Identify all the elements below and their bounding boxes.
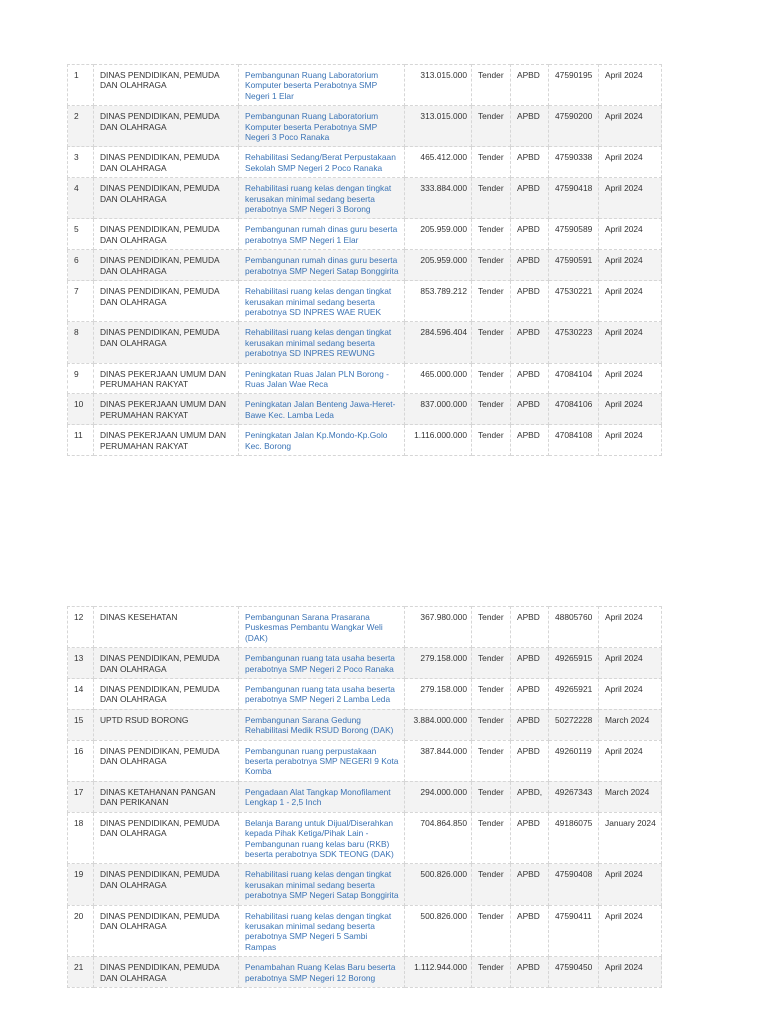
- budget-value-cell: 465.412.000: [405, 147, 472, 178]
- table-row: [68, 781, 662, 812]
- table-row: [68, 281, 662, 322]
- table-row: [68, 147, 662, 178]
- funding-source-cell: APBD: [511, 106, 549, 147]
- schedule-date-cell: April 2024: [599, 425, 662, 456]
- agency-cell: DINAS KETAHANAN PANGAN DAN PERIKANAN: [94, 781, 239, 812]
- budget-value-cell: 387.844.000: [405, 740, 472, 781]
- row-number-cell: 19: [68, 864, 94, 905]
- procurement-method-cell: Tender: [472, 679, 511, 710]
- schedule-date-cell: April 2024: [599, 147, 662, 178]
- package-code-cell: 47530223: [549, 322, 599, 363]
- budget-value-cell: 279.158.000: [405, 648, 472, 679]
- budget-value-cell: 853.789.212: [405, 281, 472, 322]
- agency-cell: DINAS PENDIDIKAN, PEMUDA DAN OLAHRAGA: [94, 178, 239, 219]
- agency-cell: DINAS PENDIDIKAN, PEMUDA DAN OLAHRAGA: [94, 864, 239, 905]
- table-row: [68, 648, 662, 679]
- schedule-date-cell: April 2024: [599, 322, 662, 363]
- budget-value-cell: 704.864.850: [405, 812, 472, 864]
- table-row: [68, 65, 662, 106]
- package-code-cell: 47590195: [549, 65, 599, 106]
- package-name-link[interactable]: Pembangunan ruang perpustakaan beserta perabotnya SMP NEGERI 9 Kota Komba: [239, 740, 405, 781]
- row-number-cell: 11: [68, 425, 94, 456]
- package-code-cell: 47590591: [549, 250, 599, 281]
- funding-source-cell: APBD: [511, 740, 549, 781]
- package-name-link[interactable]: Pembangunan Sarana Prasarana Puskesmas Pembantu Wangkar Weli (DAK): [239, 607, 405, 648]
- package-name-link[interactable]: Belanja Barang untuk Dijual/Diserahkan kepada Pihak Ketiga/Pihak Lain - Pembangunan ruang kelas baru (RKB) beserta perabotnya SDK TEONG (DAK): [239, 812, 405, 864]
- package-code-cell: 47530221: [549, 281, 599, 322]
- budget-value-cell: 333.884.000: [405, 178, 472, 219]
- schedule-date-cell: April 2024: [599, 106, 662, 147]
- schedule-date-cell: April 2024: [599, 648, 662, 679]
- schedule-date-cell: April 2024: [599, 957, 662, 988]
- funding-source-cell: APBD: [511, 425, 549, 456]
- budget-value-cell: 837.000.000: [405, 394, 472, 425]
- agency-cell: DINAS PEKERJAAN UMUM DAN PERUMAHAN RAKYAT: [94, 425, 239, 456]
- procurement-method-cell: Tender: [472, 219, 511, 250]
- budget-value-cell: 313.015.000: [405, 65, 472, 106]
- procurement-table-2: [67, 606, 662, 988]
- schedule-date-cell: April 2024: [599, 250, 662, 281]
- procurement-method-cell: Tender: [472, 147, 511, 178]
- budget-value-cell: 500.826.000: [405, 864, 472, 905]
- table-row: [68, 363, 662, 394]
- procurement-method-cell: Tender: [472, 781, 511, 812]
- package-name-link[interactable]: Rehabilitasi ruang kelas dengan tingkat kerusakan minimal sedang beserta perabotnya SMP Negeri 5 Sambi Rampas: [239, 905, 405, 957]
- package-code-cell: 47084108: [549, 425, 599, 456]
- procurement-method-cell: Tender: [472, 322, 511, 363]
- funding-source-cell: APBD,: [511, 781, 549, 812]
- budget-value-cell: 3.884.000.000: [405, 709, 472, 740]
- funding-source-cell: APBD: [511, 147, 549, 178]
- package-code-cell: 47590411: [549, 905, 599, 957]
- funding-source-cell: APBD: [511, 250, 549, 281]
- schedule-date-cell: April 2024: [599, 219, 662, 250]
- procurement-method-cell: Tender: [472, 394, 511, 425]
- row-number-cell: 2: [68, 106, 94, 147]
- procurement-method-cell: Tender: [472, 363, 511, 394]
- funding-source-cell: APBD: [511, 957, 549, 988]
- agency-cell: DINAS PENDIDIKAN, PEMUDA DAN OLAHRAGA: [94, 322, 239, 363]
- agency-cell: DINAS PENDIDIKAN, PEMUDA DAN OLAHRAGA: [94, 740, 239, 781]
- procurement-method-cell: Tender: [472, 648, 511, 679]
- package-name-link[interactable]: Penambahan Ruang Kelas Baru beserta perabotnya SMP Negeri 12 Borong: [239, 957, 405, 988]
- agency-cell: DINAS PENDIDIKAN, PEMUDA DAN OLAHRAGA: [94, 250, 239, 281]
- budget-value-cell: 205.959.000: [405, 219, 472, 250]
- package-name-link[interactable]: Peningkatan Jalan Kp.Mondo-Kp.Golo Kec. Borong: [239, 425, 405, 456]
- table-row: [68, 740, 662, 781]
- budget-value-cell: 500.826.000: [405, 905, 472, 957]
- table-row: [68, 607, 662, 648]
- agency-cell: DINAS PENDIDIKAN, PEMUDA DAN OLAHRAGA: [94, 812, 239, 864]
- agency-cell: DINAS PENDIDIKAN, PEMUDA DAN OLAHRAGA: [94, 957, 239, 988]
- row-number-cell: 3: [68, 147, 94, 178]
- procurement-table-1: [67, 64, 662, 456]
- procurement-method-cell: Tender: [472, 957, 511, 988]
- agency-cell: DINAS PEKERJAAN UMUM DAN PERUMAHAN RAKYAT: [94, 394, 239, 425]
- package-code-cell: 47084104: [549, 363, 599, 394]
- package-code-cell: 47590200: [549, 106, 599, 147]
- row-number-cell: 20: [68, 905, 94, 957]
- row-number-cell: 13: [68, 648, 94, 679]
- procurement-method-cell: Tender: [472, 178, 511, 219]
- budget-value-cell: 1.116.000.000: [405, 425, 472, 456]
- agency-cell: DINAS KESEHATAN: [94, 607, 239, 648]
- table-row: [68, 709, 662, 740]
- package-code-cell: 47590589: [549, 219, 599, 250]
- funding-source-cell: APBD: [511, 178, 549, 219]
- package-code-cell: 50272228: [549, 709, 599, 740]
- funding-source-cell: APBD: [511, 281, 549, 322]
- funding-source-cell: APBD: [511, 905, 549, 957]
- row-number-cell: 5: [68, 219, 94, 250]
- procurement-method-cell: Tender: [472, 281, 511, 322]
- package-name-link[interactable]: Rehabilitasi ruang kelas dengan tingkat kerusakan minimal sedang beserta perabotnya SMP Negeri Satap Bonggirita: [239, 864, 405, 905]
- schedule-date-cell: April 2024: [599, 178, 662, 219]
- package-code-cell: 47590450: [549, 957, 599, 988]
- table-row: [68, 106, 662, 147]
- package-name-link[interactable]: Rehabilitasi ruang kelas dengan tingkat kerusakan minimal sedang beserta perabotnya SD INPRES REWUNG: [239, 322, 405, 363]
- table-row: [68, 250, 662, 281]
- package-name-link[interactable]: Rehabilitasi ruang kelas dengan tingkat kerusakan minimal sedang beserta perabotnya SMP Negeri 3 Borong: [239, 178, 405, 219]
- budget-value-cell: 294.000.000: [405, 781, 472, 812]
- schedule-date-cell: January 2024: [599, 812, 662, 864]
- procurement-method-cell: Tender: [472, 425, 511, 456]
- package-code-cell: 47084106: [549, 394, 599, 425]
- agency-cell: UPTD RSUD BORONG: [94, 709, 239, 740]
- package-code-cell: 49260119: [549, 740, 599, 781]
- row-number-cell: 15: [68, 709, 94, 740]
- schedule-date-cell: April 2024: [599, 65, 662, 106]
- procurement-method-cell: Tender: [472, 106, 511, 147]
- package-name-link[interactable]: Rehabilitasi Sedang/Berat Perpustakaan Sekolah SMP Negeri 2 Poco Ranaka: [239, 147, 405, 178]
- schedule-date-cell: April 2024: [599, 905, 662, 957]
- procurement-method-cell: Tender: [472, 250, 511, 281]
- schedule-date-cell: April 2024: [599, 607, 662, 648]
- table-row: [68, 812, 662, 864]
- table-row: [68, 864, 662, 905]
- row-number-cell: 4: [68, 178, 94, 219]
- schedule-date-cell: April 2024: [599, 363, 662, 394]
- agency-cell: DINAS PENDIDIKAN, PEMUDA DAN OLAHRAGA: [94, 679, 239, 710]
- agency-cell: DINAS PENDIDIKAN, PEMUDA DAN OLAHRAGA: [94, 905, 239, 957]
- funding-source-cell: APBD: [511, 219, 549, 250]
- row-number-cell: 12: [68, 607, 94, 648]
- table-row: [68, 957, 662, 988]
- schedule-date-cell: April 2024: [599, 864, 662, 905]
- package-name-link[interactable]: Pembangunan Sarana Gedung Rehabilitasi Medik RSUD Borong (DAK): [239, 709, 405, 740]
- agency-cell: DINAS PENDIDIKAN, PEMUDA DAN OLAHRAGA: [94, 648, 239, 679]
- package-code-cell: 49186075: [549, 812, 599, 864]
- package-code-cell: 47590338: [549, 147, 599, 178]
- package-code-cell: 47590418: [549, 178, 599, 219]
- funding-source-cell: APBD: [511, 394, 549, 425]
- row-number-cell: 6: [68, 250, 94, 281]
- package-code-cell: 49265915: [549, 648, 599, 679]
- package-name-link[interactable]: Pengadaan Alat Tangkap Monofilament Lengkap 1 - 2,5 Inch: [239, 781, 405, 812]
- table-row: [68, 679, 662, 710]
- row-number-cell: 17: [68, 781, 94, 812]
- row-number-cell: 18: [68, 812, 94, 864]
- row-number-cell: 10: [68, 394, 94, 425]
- package-code-cell: 47590408: [549, 864, 599, 905]
- schedule-date-cell: March 2024: [599, 781, 662, 812]
- schedule-date-cell: April 2024: [599, 740, 662, 781]
- budget-value-cell: 465.000.000: [405, 363, 472, 394]
- table-body: [68, 65, 662, 456]
- budget-value-cell: 279.158.000: [405, 679, 472, 710]
- procurement-method-cell: Tender: [472, 905, 511, 957]
- table-row: [68, 394, 662, 425]
- table-row: [68, 178, 662, 219]
- package-name-link[interactable]: Peningkatan Ruas Jalan PLN Borong - Ruas Jalan Wae Reca: [239, 363, 405, 394]
- row-number-cell: 8: [68, 322, 94, 363]
- funding-source-cell: APBD: [511, 363, 549, 394]
- budget-value-cell: 205.959.000: [405, 250, 472, 281]
- funding-source-cell: APBD: [511, 812, 549, 864]
- funding-source-cell: APBD: [511, 709, 549, 740]
- table-row: [68, 425, 662, 456]
- row-number-cell: 9: [68, 363, 94, 394]
- row-number-cell: 7: [68, 281, 94, 322]
- table-row: [68, 322, 662, 363]
- table-body: [68, 607, 662, 988]
- funding-source-cell: APBD: [511, 322, 549, 363]
- package-name-link[interactable]: Pembangunan rumah dinas guru beserta perabotnya SMP Negeri 1 Elar: [239, 219, 405, 250]
- package-name-link[interactable]: Peningkatan Jalan Benteng Jawa-Heret-Bawe Kec. Lamba Leda: [239, 394, 405, 425]
- package-code-cell: 49265921: [549, 679, 599, 710]
- agency-cell: DINAS PENDIDIKAN, PEMUDA DAN OLAHRAGA: [94, 106, 239, 147]
- table-row: [68, 219, 662, 250]
- package-code-cell: 49267343: [549, 781, 599, 812]
- row-number-cell: 14: [68, 679, 94, 710]
- funding-source-cell: APBD: [511, 679, 549, 710]
- package-name-link[interactable]: Pembangunan ruang tata usaha beserta perabotnya SMP Negeri 2 Poco Ranaka: [239, 648, 405, 679]
- package-name-link[interactable]: Pembangunan Ruang Laboratorium Komputer beserta Perabotnya SMP Negeri 1 Elar: [239, 65, 405, 106]
- package-name-link[interactable]: Rehabilitasi ruang kelas dengan tingkat kerusakan minimal sedang beserta perabotnya SD INPRES WAE RUEK: [239, 281, 405, 322]
- procurement-method-cell: Tender: [472, 65, 511, 106]
- package-code-cell: 48805760: [549, 607, 599, 648]
- agency-cell: DINAS PENDIDIKAN, PEMUDA DAN OLAHRAGA: [94, 65, 239, 106]
- agency-cell: DINAS PEKERJAAN UMUM DAN PERUMAHAN RAKYAT: [94, 363, 239, 394]
- row-number-cell: 21: [68, 957, 94, 988]
- procurement-method-cell: Tender: [472, 812, 511, 864]
- procurement-method-cell: Tender: [472, 607, 511, 648]
- funding-source-cell: APBD: [511, 607, 549, 648]
- package-name-link[interactable]: Pembangunan ruang tata usaha beserta perabotnya SMP Negeri 2 Lamba Leda: [239, 679, 405, 710]
- procurement-method-cell: Tender: [472, 864, 511, 905]
- table-row: [68, 905, 662, 957]
- schedule-date-cell: April 2024: [599, 679, 662, 710]
- package-name-link[interactable]: Pembangunan Ruang Laboratorium Komputer beserta Perabotnya SMP Negeri 3 Poco Ranaka: [239, 106, 405, 147]
- budget-value-cell: 313.015.000: [405, 106, 472, 147]
- procurement-method-cell: Tender: [472, 709, 511, 740]
- agency-cell: DINAS PENDIDIKAN, PEMUDA DAN OLAHRAGA: [94, 281, 239, 322]
- funding-source-cell: APBD: [511, 65, 549, 106]
- agency-cell: DINAS PENDIDIKAN, PEMUDA DAN OLAHRAGA: [94, 219, 239, 250]
- budget-value-cell: 367.980.000: [405, 607, 472, 648]
- procurement-method-cell: Tender: [472, 740, 511, 781]
- row-number-cell: 1: [68, 65, 94, 106]
- funding-source-cell: APBD: [511, 648, 549, 679]
- funding-source-cell: APBD: [511, 864, 549, 905]
- schedule-date-cell: April 2024: [599, 281, 662, 322]
- agency-cell: DINAS PENDIDIKAN, PEMUDA DAN OLAHRAGA: [94, 147, 239, 178]
- package-name-link[interactable]: Pembangunan rumah dinas guru beserta perabotnya SMP Negeri Satap Bonggirita: [239, 250, 405, 281]
- budget-value-cell: 284.596.404: [405, 322, 472, 363]
- budget-value-cell: 1.112.944.000: [405, 957, 472, 988]
- schedule-date-cell: March 2024: [599, 709, 662, 740]
- schedule-date-cell: April 2024: [599, 394, 662, 425]
- row-number-cell: 16: [68, 740, 94, 781]
